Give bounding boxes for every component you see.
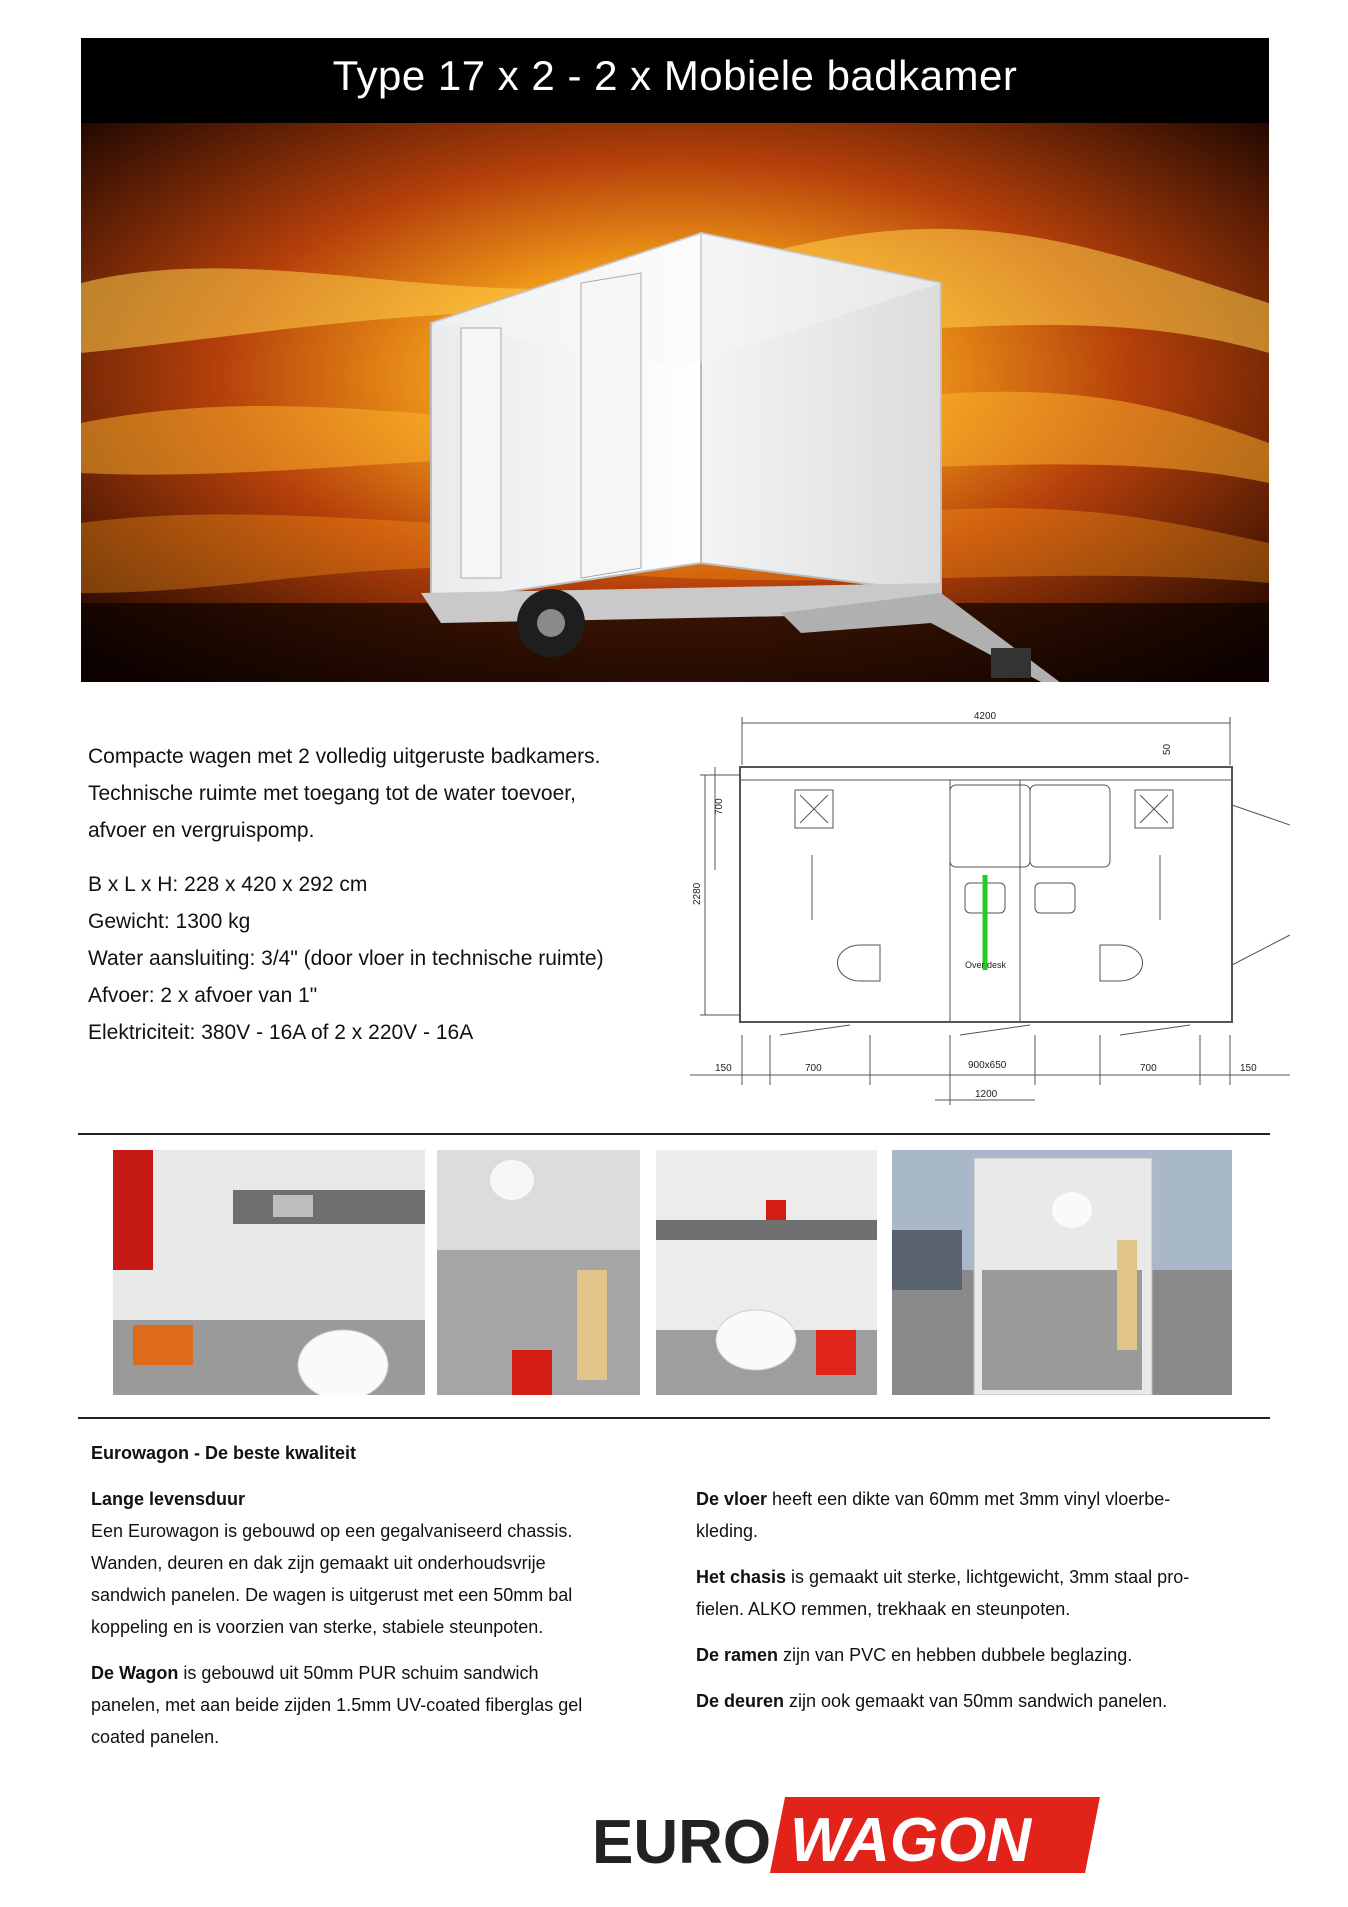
dim-total: 4200 [973, 711, 997, 722]
dim-150-left: 150 [715, 1063, 732, 1074]
section-heading: Eurowagon - De beste kwaliteit [91, 1443, 357, 1463]
eurowagon-logo [590, 1795, 1100, 1875]
spec-electricity: Elektriciteit: 380V - 16A of 2 x 220V - 16A [88, 1021, 474, 1044]
dim-900x650: 900x650 [968, 1060, 1007, 1071]
bathroom-photo-4 [892, 1150, 1232, 1395]
paragraph-chassis [696, 1561, 1276, 1625]
bold-term: Het chasis [696, 1567, 787, 1587]
dim-700-right: 700 [1140, 1063, 1157, 1074]
bathroom-photo-3 [656, 1150, 877, 1395]
line: Een Eurowagon is gebouwd op een gegalvaniseerd chassis. [91, 1521, 573, 1541]
bold-term: De Wagon [91, 1663, 179, 1683]
line: heeft een dikte van 60mm met 3mm vinyl vloerbe- [767, 1489, 1171, 1509]
line: Wanden, deuren en dak zijn gemaakt uit onderhoudsvrije [91, 1553, 546, 1573]
specifications [88, 866, 708, 1051]
bathroom-photo-2 [437, 1150, 640, 1395]
spec-dimensions: B x L x H: 228 x 420 x 292 cm [88, 873, 368, 896]
line: is gemaakt uit sterke, lichtgewicht, 3mm staal pro- [786, 1567, 1190, 1587]
floor-plan [690, 705, 1290, 1115]
dim-50: 50 [1162, 743, 1173, 755]
line: kleding. [696, 1521, 759, 1541]
dim-2280: 2280 [692, 882, 703, 905]
trailer-photo [81, 123, 1269, 682]
bold-term: De ramen [696, 1645, 779, 1665]
bold-term: De vloer [696, 1489, 768, 1509]
line: sandwich panelen. De wagen is uitgerust met een 50mm bal [91, 1585, 573, 1605]
label-overdesk: Over desk [965, 960, 1007, 970]
intro-line: afvoer en vergruispomp. [88, 819, 315, 842]
dim-150-right: 150 [1240, 1063, 1257, 1074]
spec-weight: Gewicht: 1300 kg [88, 910, 251, 933]
paragraph-windows [696, 1639, 1276, 1671]
line: fielen. ALKO remmen, trekhaak en steunpoten. [696, 1599, 1071, 1619]
paragraph-lifespan [91, 1515, 691, 1643]
dim-1200: 1200 [975, 1089, 998, 1100]
line: panelen, met aan beide zijden 1.5mm UV-coated fiberglas gel [91, 1695, 583, 1715]
left-column [91, 1483, 691, 1767]
hero-banner [81, 38, 1269, 682]
logo-euro: EURO [592, 1808, 772, 1875]
intro-line: Compacte wagen met 2 volledig uitgeruste badkamers. [88, 745, 601, 768]
paragraph-wagon [91, 1657, 691, 1753]
spec-drain: Afvoer: 2 x afvoer van 1" [88, 984, 318, 1007]
dim-700-side: 700 [714, 798, 725, 815]
line: is gebouwd uit 50mm PUR schuim sandwich [178, 1663, 539, 1683]
intro-line: Technische ruimte met toegang tot de water toevoer, [88, 782, 576, 805]
dim-700-left: 700 [805, 1063, 822, 1074]
spec-water: Water aansluiting: 3/4" (door vloer in technische ruimte) [88, 947, 604, 970]
line: zijn ook gemaakt van 50mm sandwich panelen. [784, 1691, 1168, 1711]
divider [78, 1417, 1270, 1419]
paragraph-floor [696, 1483, 1276, 1547]
line: zijn van PVC en hebben dubbele beglazing. [778, 1645, 1133, 1665]
paragraph-doors [696, 1685, 1276, 1717]
right-column [696, 1483, 1276, 1731]
bathroom-photo-1 [113, 1150, 425, 1395]
page-title: Type 17 x 2 - 2 x Mobiele badkamer [332, 52, 1018, 99]
line: koppeling en is voorzien van sterke, stabiele steunpoten. [91, 1617, 544, 1637]
bold-term: De deuren [696, 1691, 785, 1711]
divider [78, 1133, 1270, 1135]
line: coated panelen. [91, 1727, 220, 1747]
logo-wagon: WAGON [790, 1806, 1032, 1875]
subheading: Lange levensduur [91, 1489, 246, 1509]
intro-text [88, 738, 688, 849]
